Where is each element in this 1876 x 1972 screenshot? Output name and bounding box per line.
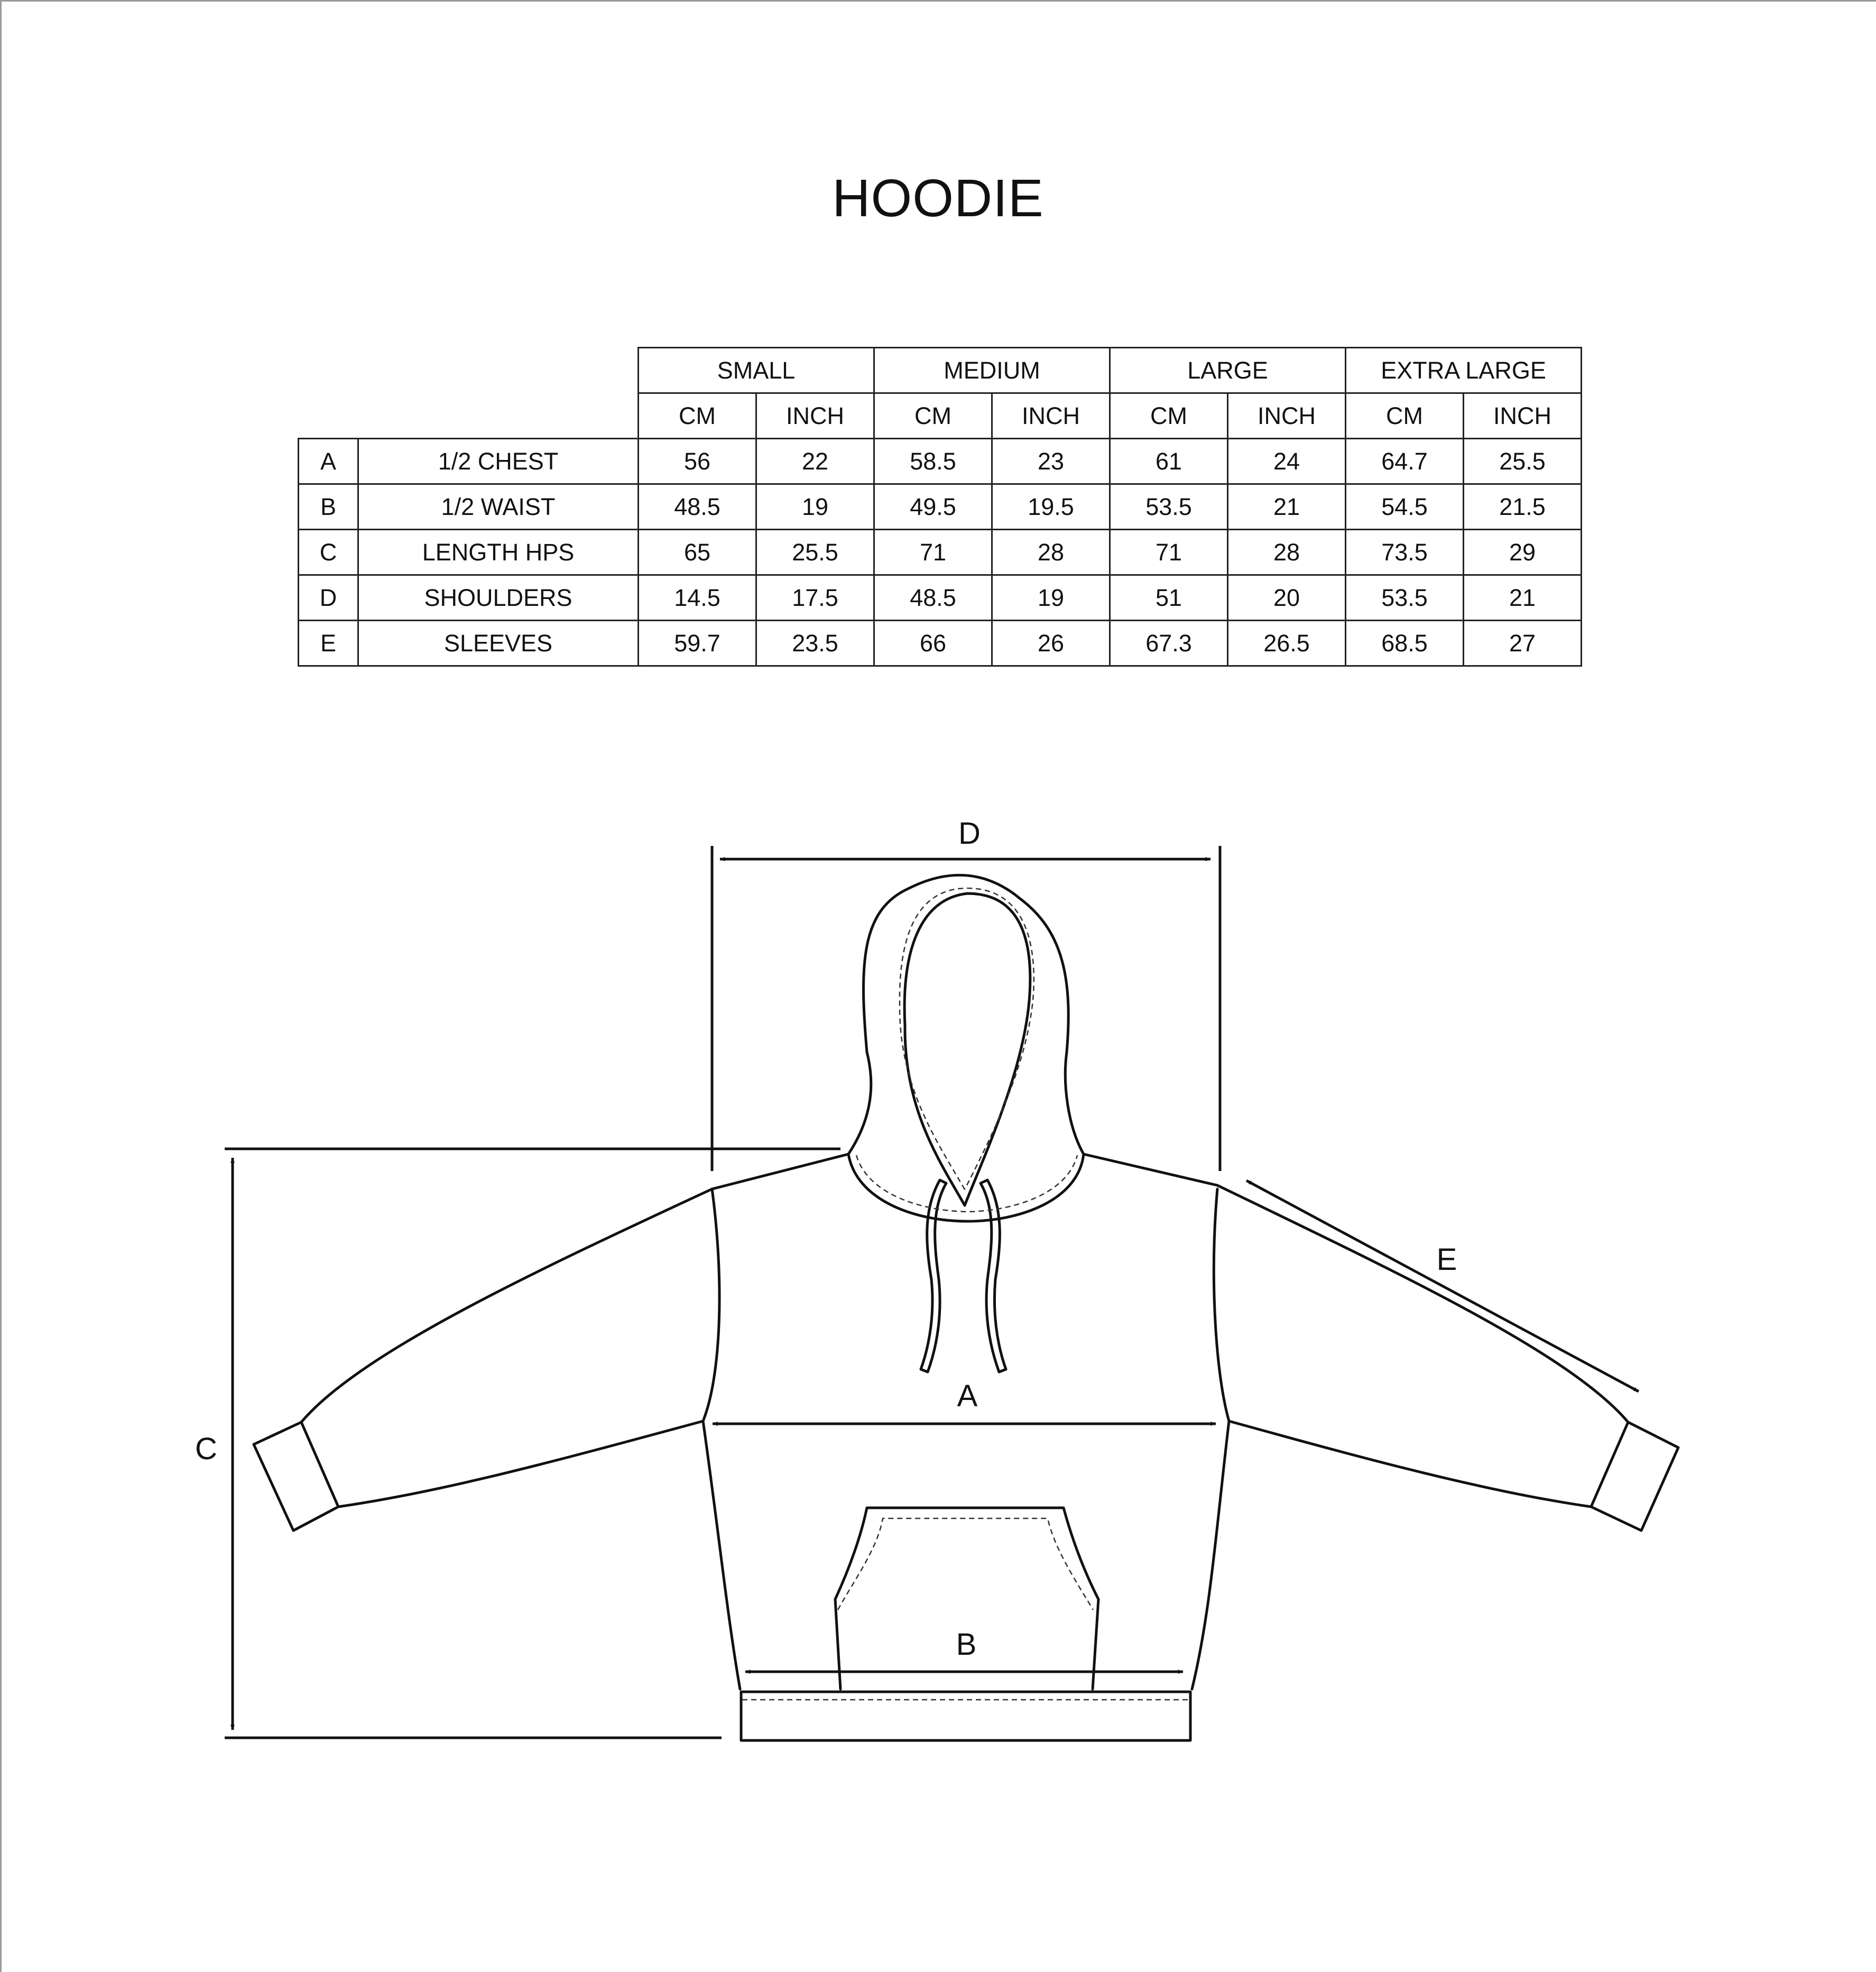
measurement-value: 29 xyxy=(1464,530,1582,575)
pocket-stitch xyxy=(838,1518,1093,1610)
measurement-value: 26 xyxy=(992,621,1110,666)
measurement-value: 21.5 xyxy=(1464,484,1582,530)
measurement-label: SHOULDERS xyxy=(358,575,639,621)
measurement-value: 19 xyxy=(756,484,874,530)
measurement-key: C xyxy=(299,530,358,575)
label-c: C xyxy=(195,1432,217,1466)
measurement-value: 53.5 xyxy=(1346,575,1464,621)
measurement-value: 25.5 xyxy=(756,530,874,575)
measurement-value: 20 xyxy=(1228,575,1346,621)
measurement-label: 1/2 WAIST xyxy=(358,484,639,530)
measurement-value: 71 xyxy=(874,530,992,575)
measurement-value: 17.5 xyxy=(756,575,874,621)
e-arrow xyxy=(1246,1181,1639,1392)
right-cuff xyxy=(1591,1422,1678,1531)
body-right-side xyxy=(1192,1189,1229,1689)
measurement-value: 25.5 xyxy=(1464,439,1582,484)
unit-header-cm: CM xyxy=(1110,393,1228,439)
measurement-value: 26.5 xyxy=(1228,621,1346,666)
measurement-value: 28 xyxy=(992,530,1110,575)
left-drawstring xyxy=(921,1180,946,1372)
measurement-value: 51 xyxy=(1110,575,1228,621)
measurement-value: 67.3 xyxy=(1110,621,1228,666)
size-header-medium: MEDIUM xyxy=(874,348,1110,393)
measurement-value: 23 xyxy=(992,439,1110,484)
unit-header-inch: INCH xyxy=(1228,393,1346,439)
measurement-key: E xyxy=(299,621,358,666)
page-title: HOODIE xyxy=(832,169,1044,228)
measurement-value: 59.7 xyxy=(639,621,756,666)
measurement-value: 56 xyxy=(639,439,756,484)
measurement-value: 21 xyxy=(1228,484,1346,530)
body-left-side xyxy=(703,1189,740,1689)
label-a: A xyxy=(957,1379,978,1413)
measurement-value: 53.5 xyxy=(1110,484,1228,530)
measurement-value: 71 xyxy=(1110,530,1228,575)
measurement-value: 48.5 xyxy=(639,484,756,530)
unit-header-inch: INCH xyxy=(1464,393,1582,439)
neckline xyxy=(848,1154,1084,1221)
hood-stitch xyxy=(900,888,1034,1190)
measurement-label: SLEEVES xyxy=(358,621,639,666)
right-shoulder-seam xyxy=(1084,1154,1217,1185)
measurement-key: A xyxy=(299,439,358,484)
kangaroo-pocket xyxy=(835,1508,1098,1689)
size-header-small: SMALL xyxy=(639,348,874,393)
hoodie-outline xyxy=(254,875,1678,1740)
left-cuff xyxy=(254,1422,338,1531)
hood-inner-opening xyxy=(904,893,1030,1205)
right-drawstring xyxy=(981,1180,1006,1372)
measurement-value: 68.5 xyxy=(1346,621,1464,666)
measurement-value: 64.7 xyxy=(1346,439,1464,484)
unit-header-inch: INCH xyxy=(756,393,874,439)
label-b: B xyxy=(956,1627,977,1662)
measurement-value: 27 xyxy=(1464,621,1582,666)
left-sleeve-top xyxy=(301,1189,712,1422)
unit-header-inch: INCH xyxy=(992,393,1110,439)
measurement-value: 21 xyxy=(1464,575,1582,621)
measurement-value: 48.5 xyxy=(874,575,992,621)
measurement-value: 66 xyxy=(874,621,992,666)
unit-header-cm: CM xyxy=(874,393,992,439)
size-header-large: LARGE xyxy=(1110,348,1346,393)
label-e: E xyxy=(1436,1242,1457,1277)
measurement-value: 58.5 xyxy=(874,439,992,484)
measurement-value: 54.5 xyxy=(1346,484,1464,530)
label-d: D xyxy=(958,816,981,851)
left-sleeve-bottom xyxy=(338,1421,703,1507)
measurement-key: D xyxy=(299,575,358,621)
measurement-value: 19 xyxy=(992,575,1110,621)
left-shoulder-seam xyxy=(712,1154,848,1189)
measurement-value: 28 xyxy=(1228,530,1346,575)
measurement-value: 22 xyxy=(756,439,874,484)
right-sleeve-top xyxy=(1217,1185,1628,1422)
size-header-extra-large: EXTRA LARGE xyxy=(1346,348,1582,393)
measurement-value: 61 xyxy=(1110,439,1228,484)
measurement-value: 19.5 xyxy=(992,484,1110,530)
measurement-value: 23.5 xyxy=(756,621,874,666)
measurement-value: 24 xyxy=(1228,439,1346,484)
measurement-value: 65 xyxy=(639,530,756,575)
unit-header-cm: CM xyxy=(1346,393,1464,439)
stitching-lines xyxy=(742,888,1189,1700)
measurement-value: 49.5 xyxy=(874,484,992,530)
measurement-label: LENGTH HPS xyxy=(358,530,639,575)
unit-header-cm: CM xyxy=(639,393,756,439)
measurement-label: 1/2 CHEST xyxy=(358,439,639,484)
right-sleeve-bottom xyxy=(1229,1421,1591,1507)
measurement-value: 14.5 xyxy=(639,575,756,621)
measurement-value: 73.5 xyxy=(1346,530,1464,575)
measurement-key: B xyxy=(299,484,358,530)
hood-outer xyxy=(848,875,1084,1154)
